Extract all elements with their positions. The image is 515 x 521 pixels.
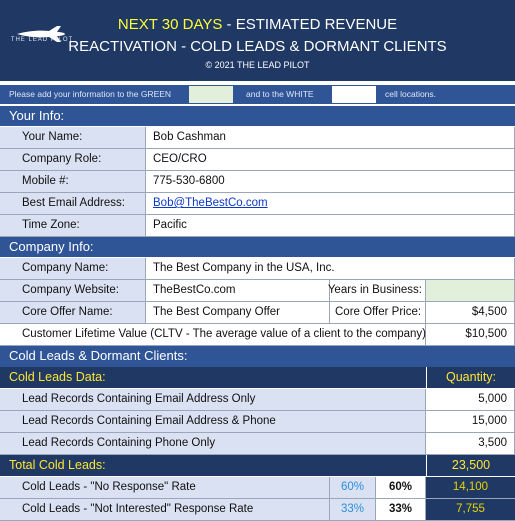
info-row-role bbox=[0, 149, 515, 171]
instruction-row bbox=[0, 85, 515, 104]
info-row-email bbox=[0, 193, 515, 215]
title-rest: - ESTIMATED REVENUE bbox=[222, 16, 398, 33]
lead-row-email-phone bbox=[0, 411, 515, 433]
years-label bbox=[327, 280, 426, 301]
not-interested-label: Cold Leads - "Not Interested" Response Rate bbox=[0, 499, 330, 520]
email-link[interactable]: Bob@TheBestCo.com bbox=[153, 197, 268, 209]
offer-price-field[interactable]: $4,500 bbox=[426, 302, 515, 323]
email-phone-quantity-field[interactable]: 15,000 bbox=[426, 411, 515, 432]
cltv-label: Customer Lifetime Value (CLTV - The average value of a client to the company) bbox=[0, 324, 426, 345]
email-only-quantity-field[interactable]: 5,000 bbox=[426, 389, 515, 410]
instruction-part1: Please add your information to the GREEN bbox=[9, 89, 172, 99]
section-cold-leads bbox=[0, 346, 515, 367]
not-interested-default-rate: 33% bbox=[330, 499, 376, 520]
page-subtitle: REACTIVATION - COLD LEADS & DORMANT CLIENTS bbox=[68, 38, 447, 55]
company-row-name bbox=[0, 258, 515, 280]
timezone-field[interactable]: Pacific bbox=[146, 215, 515, 236]
no-response-rate-field[interactable]: 60% bbox=[376, 477, 426, 498]
total-cold-leads-label: Total Cold Leads: bbox=[0, 455, 426, 476]
title-highlight: NEXT 30 DAYS bbox=[117, 16, 223, 33]
no-response-row bbox=[0, 477, 515, 499]
quantity-label: Quantity: bbox=[426, 367, 515, 388]
cltv-field[interactable]: $10,500 bbox=[426, 324, 515, 345]
instruction-part3: cell locations. bbox=[385, 89, 437, 99]
field-label: Company Name: bbox=[0, 258, 146, 279]
header-banner bbox=[0, 0, 515, 81]
not-interested-row bbox=[0, 499, 515, 521]
email-field[interactable] bbox=[146, 193, 515, 214]
field-label: Company Role: bbox=[0, 149, 146, 170]
info-row-mobile bbox=[0, 171, 515, 193]
cold-leads-header-row bbox=[0, 367, 515, 389]
years-in-business-field[interactable] bbox=[426, 280, 515, 301]
no-response-label: Cold Leads - "No Response" Rate bbox=[0, 477, 330, 498]
years-label-text: Years in Business: bbox=[327, 284, 422, 296]
info-row-timezone bbox=[0, 215, 515, 237]
company-row-cltv bbox=[0, 324, 515, 346]
lead-row-label: Lead Records Containing Email Address Only bbox=[0, 389, 426, 410]
logo-text: THE LEAD PILOT bbox=[10, 37, 74, 43]
role-field[interactable]: CEO/CRO bbox=[146, 149, 515, 170]
no-response-count: 14,100 bbox=[426, 477, 515, 498]
not-interested-rate-field[interactable]: 33% bbox=[376, 499, 426, 520]
company-row-offer bbox=[0, 302, 515, 324]
section-title: Cold Leads & Dormant Clients: bbox=[9, 348, 188, 363]
phone-only-quantity-field[interactable]: 3,500 bbox=[426, 433, 515, 454]
price-label: Core Offer Price: bbox=[330, 302, 426, 323]
field-label: Core Offer Name: bbox=[0, 302, 146, 323]
field-label: Mobile #: bbox=[0, 171, 146, 192]
offer-name-field[interactable]: The Best Company Offer bbox=[146, 302, 330, 323]
not-interested-count: 7,755 bbox=[426, 499, 515, 520]
field-label: Best Email Address: bbox=[0, 193, 146, 214]
total-cold-leads-value: 23,500 bbox=[426, 455, 515, 476]
company-row-website bbox=[0, 280, 515, 302]
field-label: Company Website: bbox=[0, 280, 146, 301]
lead-row-email bbox=[0, 389, 515, 411]
instruction-part2: and to the WHITE bbox=[246, 89, 314, 99]
info-row-name bbox=[0, 127, 515, 149]
white-sample-cell[interactable] bbox=[332, 86, 376, 103]
website-field[interactable]: TheBestCo.com bbox=[146, 280, 330, 301]
section-title: Your Info: bbox=[9, 108, 65, 123]
section-your-info bbox=[0, 106, 515, 126]
field-label: Your Name: bbox=[0, 127, 146, 148]
page-title bbox=[0, 16, 515, 33]
no-response-default-rate: 60% bbox=[330, 477, 376, 498]
field-label: Time Zone: bbox=[0, 215, 146, 236]
section-title: Company Info: bbox=[9, 239, 94, 254]
cold-leads-data-label: Cold Leads Data: bbox=[0, 367, 426, 388]
lead-row-label: Lead Records Containing Phone Only bbox=[0, 433, 426, 454]
green-sample-cell[interactable] bbox=[189, 86, 233, 103]
section-company-info bbox=[0, 237, 515, 257]
lead-row-label: Lead Records Containing Email Address & Phone bbox=[0, 411, 426, 432]
name-field[interactable]: Bob Cashman bbox=[146, 127, 515, 148]
mobile-field[interactable]: 775-530-6800 bbox=[146, 171, 515, 192]
company-name-field[interactable]: The Best Company in the USA, Inc. bbox=[146, 258, 515, 279]
lead-row-phone bbox=[0, 433, 515, 455]
total-cold-leads-row bbox=[0, 455, 515, 477]
copyright-text: © 2021 THE LEAD PILOT bbox=[205, 60, 310, 70]
